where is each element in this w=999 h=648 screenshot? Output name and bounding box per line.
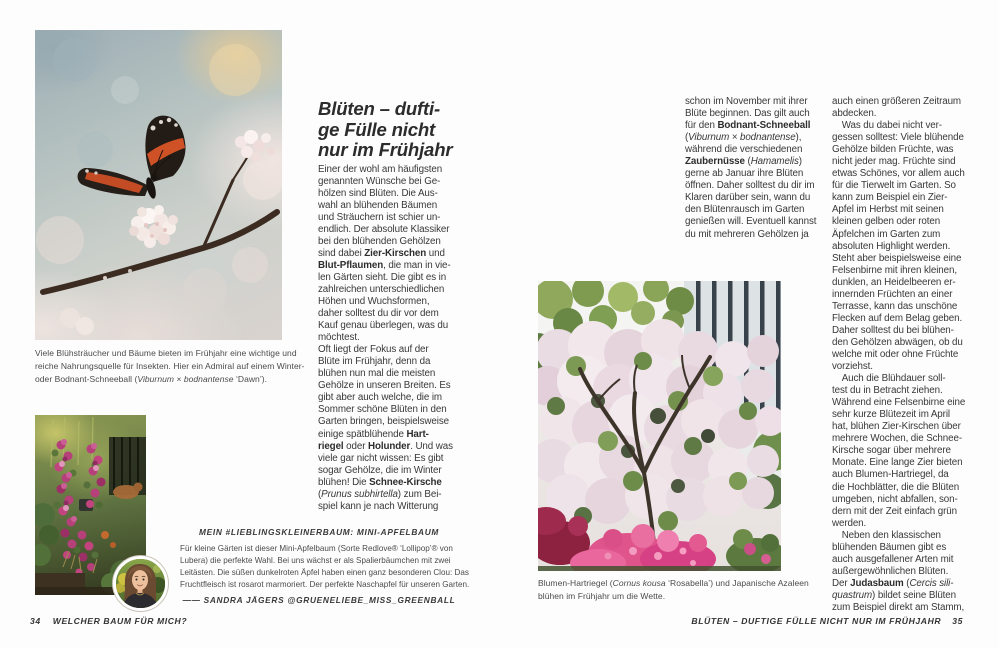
chapter-title-right: BLÜTEN – DUFTIGE FÜLLE NICHT NUR IM FRÜHJAHR — [691, 616, 942, 626]
blossom-canopy — [538, 319, 781, 531]
butterfly-photo-caption: Viele Blühsträucher und Bäume bieten im Frühjahr eine wichtige und reiche Nahrungsquelle für Insekten. Hier ein Admiral auf einem Winter- oder Bodnant-Schneeball (Viburnum × bodnantense ‘Dawn’). — [35, 348, 305, 385]
chapter-title-left: WELCHER BAUM FÜR MICH? — [52, 616, 188, 626]
cornus-photo-art — [538, 281, 781, 571]
author-portrait-art — [116, 559, 165, 608]
blossom-cluster-right — [235, 130, 275, 162]
cornus-photo — [538, 281, 781, 571]
blossom-cluster-main — [129, 205, 178, 248]
author-avatar — [113, 556, 168, 611]
feature-box-text: Für kleine Gärten ist dieser Mini-Apfelbaum (Sorte Redlove® ‘Lollipop’® von Lubera) die perfekte Wahl. Bei uns wächst er als Spalierbäumchen mit zwei Leitästen. Die süßen dunkelroten Äpfel haben einen ganz besonderen Clou: Das Fruchtfleisch ist rosarot marmoriert. Der perfekte Naschapfel für unseren Garten. — [180, 544, 470, 590]
footer-left — [30, 616, 187, 626]
footer-right — [691, 616, 963, 626]
feature-box-attribution: —— SANDRA JÄGERS @GRUENELIEBE_MISS_GREENBALL — [182, 595, 456, 606]
feature-box-heading: MEIN #LIEBLINGSKLEINERBAUM: MINI-APFELBAUM — [198, 527, 440, 537]
page-number-left: 34 — [30, 616, 41, 626]
feature-box — [180, 527, 470, 606]
article-column-1-text: Einer der wohl am häufigsten genannten Wünsche bei Ge- hölzen sind Blüten. Die Aus- wahl an blühenden Bäumen und Sträuchern ist schier un- endlich. Der absolute Klassiker bei den blühenden Gehölzen sind dabei Zier-Kirschen und Blut-Pflaumen, die man in vie- len Gärten sieht. Die gibt es in zahlreichen unterschiedlichen Höhen und Wuchsformen, daher solltest du dir vor dem Kauf genau überlegen, was du möchtest. Oft liegt der Fokus auf der Blüte im Frühjahr, denn da blühen nun mal die meisten Gehölze in unseren Breiten. Es gibt aber auch welche, die im Sommer schöne Blüten in den Garten bringen, beispielsweise einige spätblühende Hart- riegel oder Holunder. Und was viele gar nicht wissen: Es gibt sogar Gehölze, die im Winter blühen! Die Schnee-Kirsche (Prunus subhirtella) zum Bei- spiel kann je nach Witterung — [318, 163, 453, 512]
article-title: Blüten – dufti- ge Fülle nicht nur im Frühjahr — [318, 98, 453, 160]
page-number-right: 35 — [952, 616, 963, 626]
article-column-3: auch einen größeren Zeitraum abdecken. Was du dabei nicht ver- gessen solltest: Viele blühende Gehölze bilden Früchte, was nicht jeder mag. Früchte sind etwas Schönes, vor allem auch für die Tierwelt im Garten. So kann zum Beispiel ein Zier- Apfel im Herbst mit seinen kleinen gelben oder roten Äpfelchen im Garten zum absoluten Highlight werden. Steht aber beispielsweise eine Felsenbirne mit ihren kleinen, dunklen, an Heidelbeeren er- innernden Früchten an einer Terrasse, kann das unschöne Flecken auf dem Belag geben. Daher solltest du bei blühen- den Gehölzen abwägen, ob du welche mit oder ohne Früchte vorziehst. Auch die Blühdauer soll- test du in Betracht ziehen. Während eine Felsenbirne eine sehr kurze Blütezeit im April hat, blühen Zier-Kirschen über mehrere Wochen, die Schnee- Kirsche sogar über mehrere Monate. Eine lange Zier bieten auch Blumen-Hartriegel, da die Hochblätter, die die Blüten umgeben, nicht abfallen, son- dern mit der Zeit einfach grün werden. Neben den klassischen blühenden Bäumen gibt es auch ausgefallener Arten mit außergewöhnlichen Blüten. Der Judasbaum (Cercis sili- quastrum) bildet seine Blüten zum Beispiel direkt am Stamm, — [832, 96, 966, 613]
butterfly-photo — [35, 30, 282, 340]
cornus-photo-caption: Blumen-Hartriegel (Cornus kousa ‘Rosabella’) und Japanische Azaleen blühen im Frühjahr um die Wette. — [538, 578, 809, 602]
butterfly-photo-art — [35, 30, 282, 340]
article-column-2: schon im November mit ihrer Blüte beginnen. Das gilt auch für den Bodnant-Schneeball (Viburnum × bodnantense), während die verschiedenen Zaubernüsse (Hamamelis) gerne ab Januar ihre Blüten öffnen. Daher solltest du dir im Klaren darüber sein, wann du den Blütenrausch im Garten genießen will. Eventuell kannst du mit mehreren Gehölzen ja — [685, 96, 817, 240]
article-column-1 — [318, 99, 494, 513]
